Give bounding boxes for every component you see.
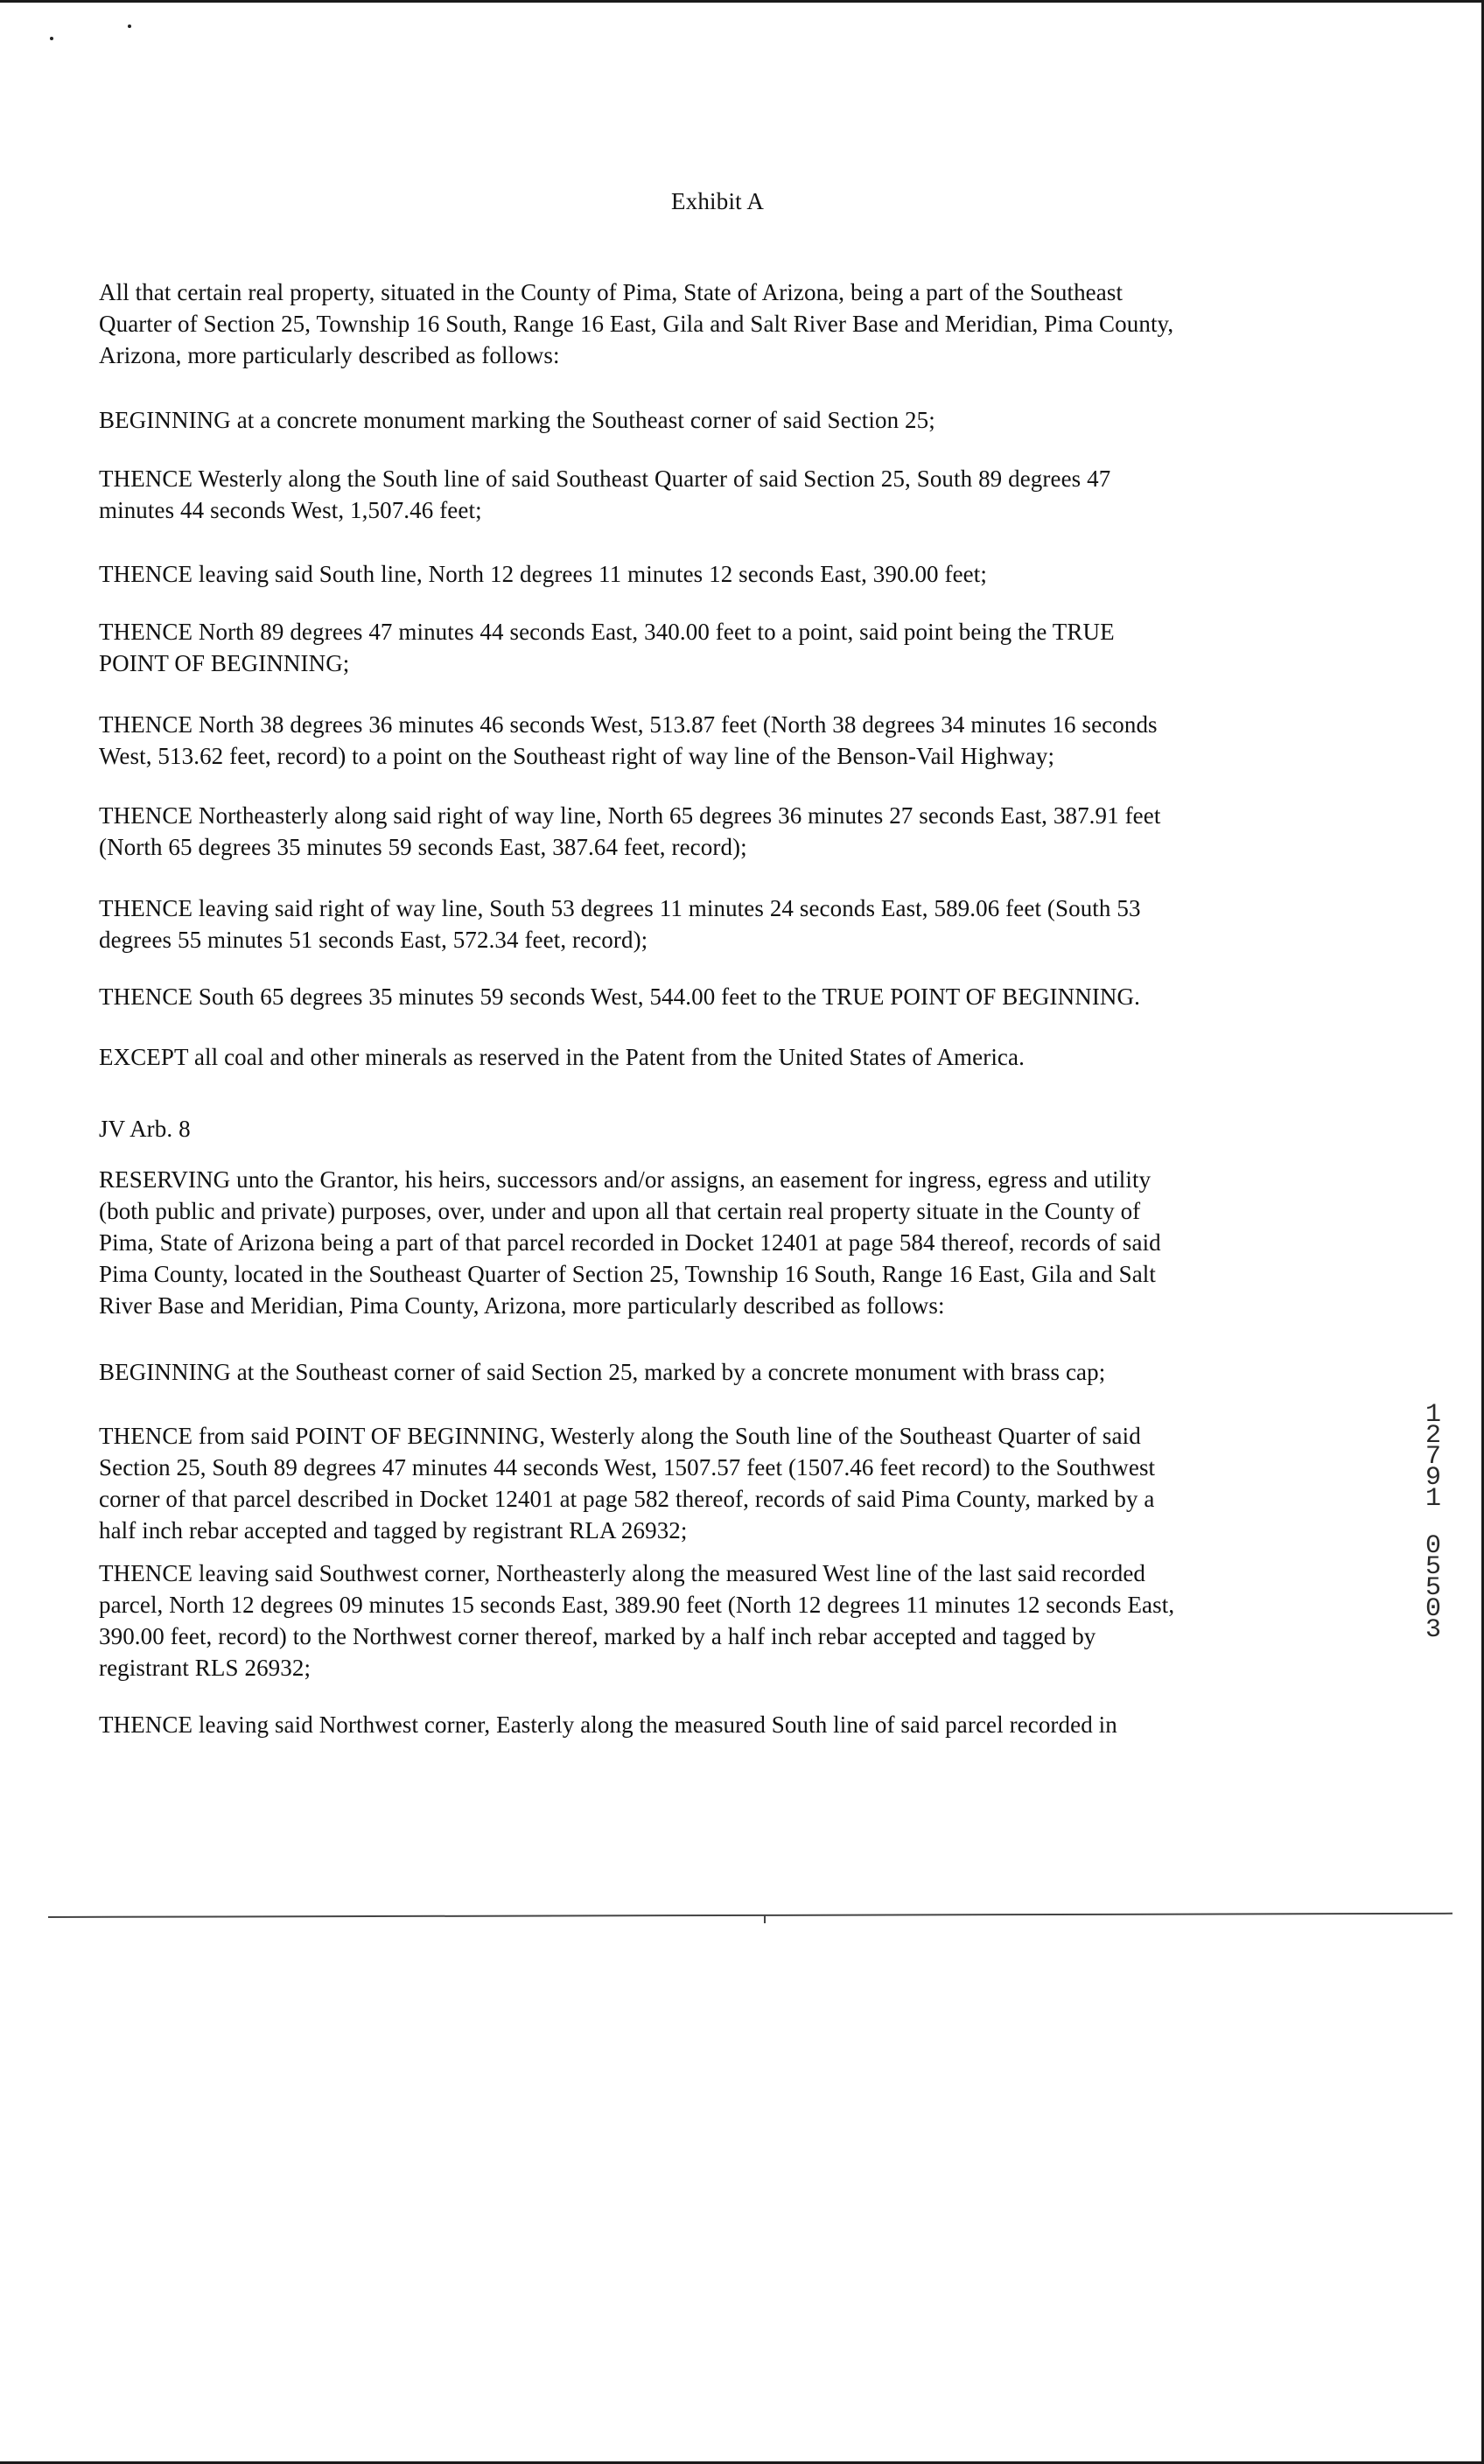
- scan-speck: [50, 37, 53, 40]
- paragraph-thence-leaving-southwest-corner: THENCE leaving said Southwest corner, Northeasterly along the measured West line of the last said recorded parcel, North 12 degrees 09 minutes 15 seconds East, 389.90 feet (North 12 degrees 11 minutes 12 seconds East, 390.00 feet, record) to the Northwest corner thereof, marked by a half inch rebar accepted and tagged by registrant RLS 26932;: [99, 1560, 1175, 1681]
- paragraph-thence-leaving-south-line: THENCE leaving said South line, North 12 degrees 11 minutes 12 seconds East, 390.00 feet;: [99, 561, 987, 587]
- paragraph-thence-north-38: THENCE North 38 degrees 36 minutes 46 seconds West, 513.87 feet (North 38 degrees 34 minutes 16 seconds West, 513.62 feet, record) to a point on the Southeast right of way line of the Benson-Vail Highway;: [99, 711, 1158, 769]
- recording-stamp: [1416, 1400, 1451, 1645]
- stamp-page-digit: 0: [1424, 1531, 1441, 1561]
- stamp-page-digit: 0: [1424, 1594, 1441, 1624]
- page-bottom-rule-tick: [764, 1914, 766, 1923]
- paragraph-thence-westerly: THENCE Westerly along the South line of said Southeast Quarter of said Section 25, South 89 degrees 47 minutes 44 seconds West, 1,507.46 feet;: [99, 466, 1111, 523]
- stamp-docket-digit: 2: [1424, 1421, 1441, 1451]
- scan-edge-top: [0, 0, 1484, 3]
- paragraph-thence-leaving-right-of-way: THENCE leaving said right of way line, South 53 degrees 11 minutes 24 seconds East, 589.06 feet (South 53 degrees 55 minutes 51 seconds East, 572.34 feet, record);: [99, 895, 1141, 953]
- scan-speck: [128, 24, 131, 28]
- page-bottom-rule: [48, 1913, 1452, 1918]
- paragraph-except-minerals: EXCEPT all coal and other minerals as reserved in the Patent from the United States of America.: [99, 1044, 1025, 1070]
- paragraph-thence-northeasterly: THENCE Northeasterly along said right of way line, North 65 degrees 36 minutes 27 seconds East, 387.91 feet (North 65 degrees 35 minutes 59 seconds East, 387.64 feet, record);: [99, 802, 1161, 860]
- stamp-docket-digit: 1: [1424, 1400, 1441, 1430]
- paragraph-thence-leaving-northwest-corner: THENCE leaving said Northwest corner, Easterly along the measured South line of said parcel recorded in: [99, 1712, 1117, 1738]
- page-title: Exhibit A: [670, 188, 765, 214]
- section-label-jv-arb: JV Arb. 8: [99, 1116, 191, 1142]
- stamp-docket-digit: 7: [1424, 1442, 1441, 1472]
- stamp-docket-digit: 9: [1424, 1463, 1441, 1493]
- stamp-page-digit: 3: [1424, 1615, 1441, 1645]
- stamp-page-digit: 5: [1424, 1573, 1441, 1603]
- paragraph-property-description: All that certain real property, situated in the County of Pima, State of Arizona, being a part of the Southeast Quarter of Section 25, Township 16 South, Range 16 East, Gila and Salt River Base and Meridian, Pima County, Arizona, more particularly described as follows:: [99, 279, 1174, 368]
- stamp-page-digit: 5: [1424, 1552, 1441, 1582]
- paragraph-beginning: BEGINNING at a concrete monument marking the Southeast corner of said Section 25;: [99, 407, 935, 433]
- stamp-docket-digit: 1: [1424, 1484, 1441, 1514]
- paragraph-beginning-southeast-corner: BEGINNING at the Southeast corner of said Section 25, marked by a concrete monument with brass cap;: [99, 1359, 1106, 1385]
- paragraph-reserving-easement: RESERVING unto the Grantor, his heirs, successors and/or assigns, an easement for ingress, egress and utility (both public and private) purposes, over, under and upon all that certain real property situate in the County of Pima, State of Arizona being a part of that parcel recorded in Docket 12401 at page 584 thereof, records of said Pima County, located in the Southeast Quarter of Section 25, Township 16 South, Range 16 East, Gila and Salt River Base and Meridian, Pima County, Arizona, more particularly described as follows:: [99, 1166, 1161, 1319]
- paragraph-thence-south-65: THENCE South 65 degrees 35 minutes 59 seconds West, 544.00 feet to the TRUE POINT OF BEGINNING.: [99, 984, 1140, 1010]
- paragraph-thence-north-89: THENCE North 89 degrees 47 minutes 44 seconds East, 340.00 feet to a point, said point being the TRUE POINT OF BEGINNING;: [99, 619, 1115, 676]
- paragraph-thence-from-point-of-beginning: THENCE from said POINT OF BEGINNING, Westerly along the South line of the Southeast Quarter of said Section 25, South 89 degrees 47 minutes 44 seconds West, 1507.57 feet (1507.46 feet record) to the Southwest corner of that parcel described in Docket 12401 at page 582 thereof, records of said Pima County, marked by a half inch rebar accepted and tagged by registrant RLA 26932;: [99, 1423, 1156, 1544]
